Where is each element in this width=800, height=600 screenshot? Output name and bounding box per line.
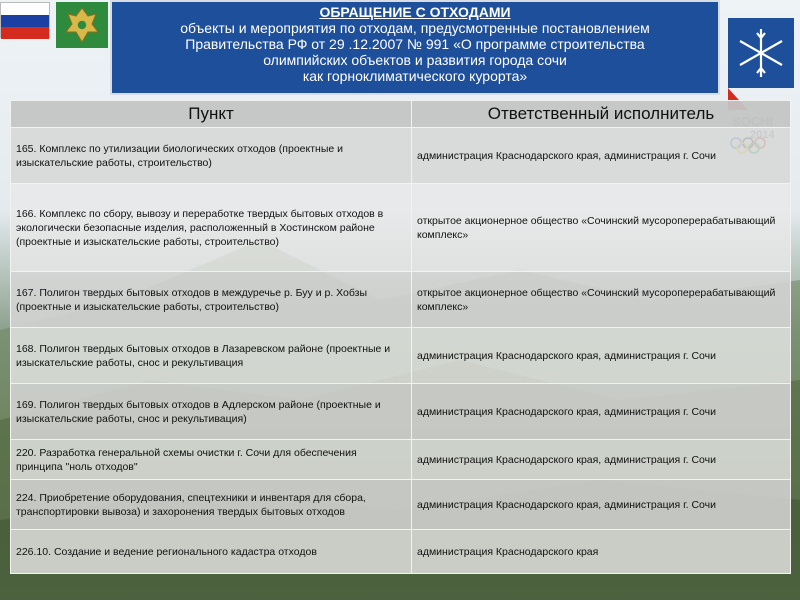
column-header-point: Пункт [11,101,412,128]
responsible-cell: администрация Краснодарского края, администрация г. Сочи [412,440,791,480]
table-row [11,128,791,184]
table-row [11,184,791,272]
responsible-cell: администрация Краснодарского края, администрация г. Сочи [412,128,791,184]
responsible-cell: администрация Краснодарского края [412,530,791,574]
responsible-cell: администрация Краснодарского края, администрация г. Сочи [412,384,791,440]
russian-flag-icon [0,2,50,38]
column-header-responsible: Ответственный исполнитель [412,101,791,128]
point-cell: 167. Полигон твердых бытовых отходов в междуречье р. Буу и р. Хобзы (проектные и изыскательские работы, строительство) [11,272,412,328]
table-row [11,480,791,530]
table-row [11,440,791,480]
subtitle-line-2: Правительства РФ от 29 .12.2007 № 991 «О программе строительства [185,36,645,52]
table-row [11,272,791,328]
header-banner [110,0,720,95]
responsible-cell: администрация Краснодарского края, администрация г. Сочи [412,328,791,384]
table-row [11,384,791,440]
responsible-cell: открытое акционерное общество «Сочинский мусороперерабатывающий комплекс» [412,272,791,328]
subtitle-line-1: объекты и мероприятия по отходам, предусмотренные постановлением [180,20,650,36]
emblem-icon [56,2,108,48]
point-cell: 166. Комплекс по сбору, вывозу и переработке твердых бытовых отходов в экологически безопасные изделия, расположенный в Хостинском районе (проектные и изыскательские работы, строительство) [11,184,412,272]
table-row [11,530,791,574]
point-cell: 169. Полигон твердых бытовых отходов в Адлерском районе (проектные и изыскательские работы, снос и рекультивация) [11,384,412,440]
page-title: ОБРАЩЕНИЕ С ОТХОДАМИ [319,4,511,20]
subtitle-line-4: как горноклиматического курорта» [302,68,528,84]
responsible-cell: администрация Краснодарского края, администрация г. Сочи [412,480,791,530]
waste-objects-table [10,100,791,574]
responsible-cell: открытое акционерное общество «Сочинский мусороперерабатывающий комплекс» [412,184,791,272]
point-cell: 165. Комплекс по утилизации биологических отходов (проектные и изыскательские работы, строительство) [11,128,412,184]
point-cell: 168. Полигон твердых бытовых отходов в Лазаревском районе (проектные и изыскательские работы, снос и рекультивация [11,328,412,384]
point-cell: 220. Разработка генеральной схемы очистки г. Сочи для обеспечения принципа "ноль отходов" [11,440,412,480]
table-row [11,328,791,384]
point-cell: 224. Приобретение оборудования, спецтехники и инвентаря для сбора, транспортировки вывоза) и захоронения твердых бытовых отходов [11,480,412,530]
point-cell: 226.10. Создание и ведение регионального кадастра отходов [11,530,412,574]
subtitle-line-3: олимпийских объектов и развития города сочи [263,52,567,68]
